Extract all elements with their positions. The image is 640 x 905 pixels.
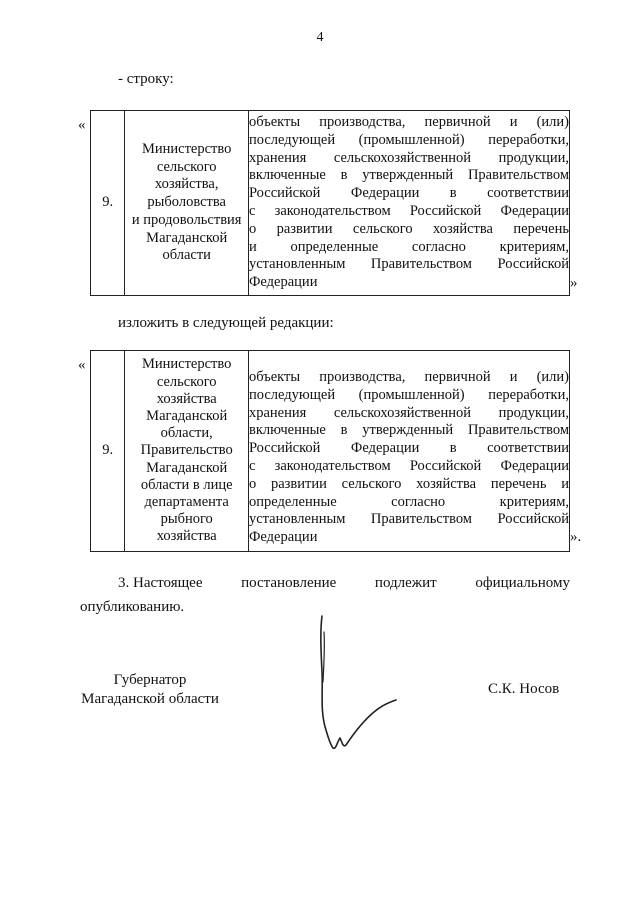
description-line: установленным Правительством Российской (248, 511, 569, 528)
description-line: установленным Правительством Российской (248, 256, 569, 273)
paragraph-3-word: официальному (475, 575, 570, 591)
description-line: Российской Федерации в соответствии (248, 440, 569, 457)
old-row-close-quote: » (570, 275, 578, 291)
old-row-number: 9. (91, 111, 125, 296)
intro-text: - строку: (118, 71, 174, 87)
signatory-title-line: Губернатор (113, 672, 187, 688)
paragraph-3-word: 3. Настоящее (118, 575, 203, 591)
organization-line: Правительство (140, 442, 233, 459)
paragraph-3-line-2: опубликованию. (80, 599, 185, 615)
organization-line: сельского (156, 158, 217, 175)
new-row-description-lines (249, 369, 569, 547)
organization-line: и продовольствия (131, 211, 242, 228)
organization-line: сельского (156, 373, 217, 390)
description-line: включенные в утвержденный Правительством (248, 167, 569, 184)
old-row-organization (125, 111, 249, 296)
old-row-table (90, 110, 570, 296)
organization-line: Магаданской (146, 229, 228, 246)
organization-line: Магаданской (146, 459, 228, 476)
organization-line: области в лице (140, 476, 233, 493)
description-line: с законодательством Российской Федерации (248, 203, 569, 219)
paragraph-3-word: подлежит (374, 575, 437, 591)
organization-line: хозяйства (156, 390, 217, 407)
new-row-description (248, 351, 569, 552)
organization-line: рыболовства (147, 194, 226, 211)
description-line: о развитии сельского хозяйства перечень и (248, 475, 569, 492)
organization-line: Магаданской (146, 407, 228, 424)
description-line: объекты производства, первичной и (или) (248, 114, 569, 131)
organization-line: департамента (144, 494, 229, 510)
signatory-title-line: Магаданской области (81, 691, 219, 707)
description-line: Федерации (248, 529, 318, 546)
description-line: последующей (промышленной) переработки, (248, 131, 569, 148)
new-row-table (90, 350, 570, 552)
table-row (91, 351, 570, 552)
description-line: о развитии сельского хозяйства перечень (248, 220, 569, 237)
paragraph-3-word: постановление (241, 575, 337, 591)
description-line: определенные согласно критериям, (248, 493, 569, 510)
description-line: последующей (промышленной) переработки, (248, 386, 569, 403)
handwritten-signature (300, 612, 410, 762)
description-line: Федерации (248, 274, 318, 291)
new-row-organization-lines (125, 356, 248, 545)
signatory-title (80, 671, 220, 709)
paragraph-3-line-1 (118, 575, 570, 592)
description-line: с законодательством Российской Федерации (248, 458, 569, 474)
new-row-organization (125, 351, 249, 552)
old-row-open-quote: « (78, 117, 86, 133)
organization-line: области, (160, 425, 213, 442)
organization-line: хозяйства, (154, 176, 219, 193)
description-line: объекты производства, первичной и (или) (248, 369, 569, 386)
old-row-description-lines (249, 114, 569, 292)
description-line: Российской Федерации в соответствии (248, 185, 569, 202)
organization-line: Министерство (141, 140, 232, 157)
new-row-close-quote: ». (570, 529, 582, 545)
organization-line: рыбного (160, 511, 213, 528)
page-number: 4 (316, 30, 324, 45)
new-row-open-quote: « (78, 357, 86, 373)
signatory-name: С.К. Носов (488, 681, 560, 697)
old-row-organization-lines (125, 141, 248, 266)
description-line: хранения сельскохозяйственной продукции, (248, 149, 569, 166)
description-line: включенные в утвержденный Правительством (248, 422, 569, 439)
organization-line: хозяйства (156, 528, 217, 545)
old-row-description (248, 111, 569, 296)
organization-line: Министерство (141, 356, 232, 373)
new-row-number: 9. (91, 351, 125, 552)
description-line: и определенные согласно критериям, (248, 238, 569, 255)
organization-line: области (162, 247, 211, 264)
transition-text: изложить в следующей редакции: (118, 315, 334, 331)
table-row (91, 111, 570, 296)
description-line: хранения сельскохозяйственной продукции, (248, 404, 569, 421)
